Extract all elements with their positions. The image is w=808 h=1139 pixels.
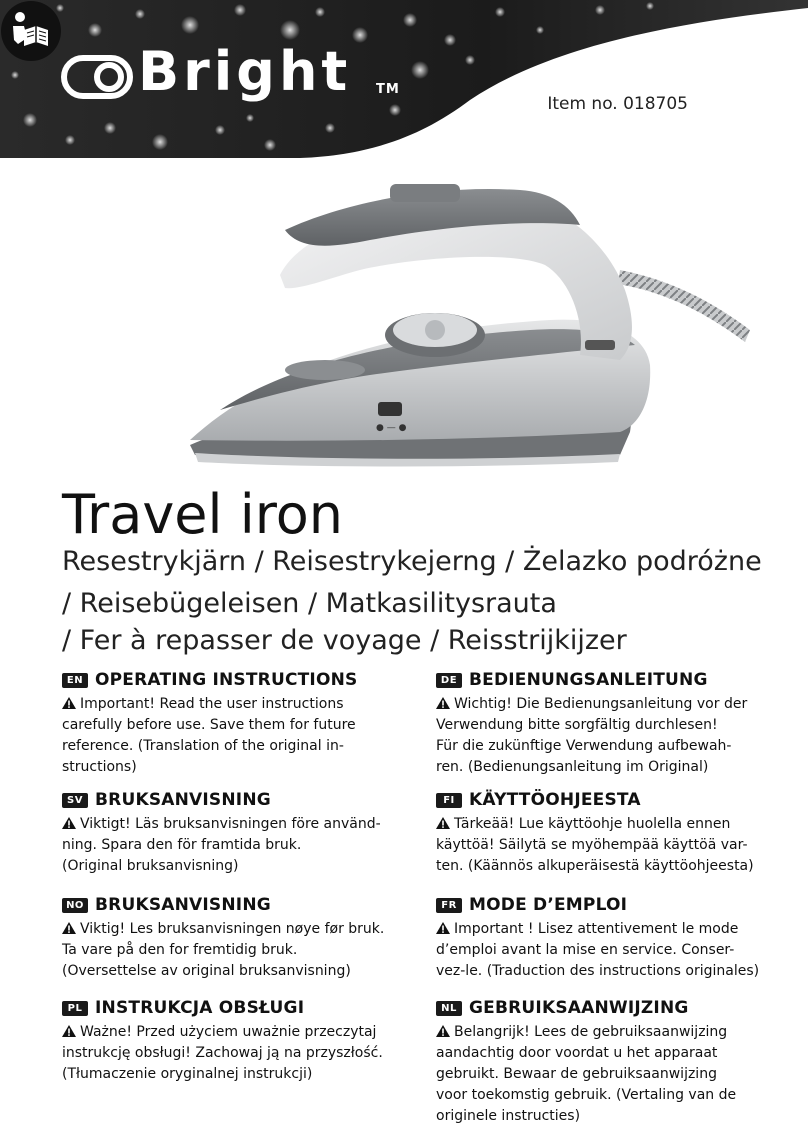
section-title: BRUKSANVISNING [95,790,271,810]
section-title: MODE D’EMPLOI [469,895,628,915]
warning-icon [62,922,76,934]
section-body [436,919,796,982]
body-line: Belangrijk! Lees de gebruiksaanwijzing [436,1022,796,1043]
lang-badge-no: NO [62,898,88,913]
section-body [436,1022,796,1127]
body-line: (Tłumaczenie oryginalnej instrukcji) [62,1066,313,1082]
body-line: Verwendung bitte sorgfältig durchlesen! [436,717,718,733]
body-line: käyttöä! Säilytä se myöhempää käyttöä var- [436,837,748,853]
section-title: GEBRUIKSAANWIJZING [469,998,689,1018]
body-line: Important ! Lisez attentivement le mode [436,919,796,940]
warning-icon [436,922,450,934]
body-line: originele instructies) [436,1108,581,1124]
body-line: Viktigt! Läs bruksanvisningen före använd- [62,814,422,835]
section-fr [436,893,796,982]
body-line: reference. (Translation of the original in- [62,738,344,754]
body-line: Tärkeää! Lue käyttöohje huolella ennen [436,814,796,835]
body-line: (Oversettelse av original bruksanvisning) [62,963,351,979]
body-line: voor toekomstig gebruik. (Vertaling van de [436,1087,737,1103]
section-header [436,893,796,917]
section-title: OPERATING INSTRUCTIONS [95,670,358,690]
page-title: Travel iron [62,483,343,546]
body-line: vez-le. (Traduction des instructions originales) [436,963,760,979]
body-line: ning. Spara den för framtida bruk. [62,837,302,853]
read-manual-icon [0,0,62,62]
body-line: gebruikt. Bewaar de gebruiksaanwijzing [436,1066,717,1082]
lang-badge-sv: SV [62,793,88,808]
section-sv [62,788,422,877]
section-no [62,893,422,982]
subtitle-line-3: / Fer à repasser de voyage / Reisstrijkijzer [62,625,627,656]
warning-icon [436,817,450,829]
brand-name: Bright [138,40,352,103]
body-line: d’emploi avant la mise en service. Conser- [436,942,735,958]
body-line: Ta vare på den for fremtidig bruk. [62,942,298,958]
body-line: instrukcję obsługi! Zachowaj ją na przyszłość. [62,1045,383,1061]
body-line: Ważne! Przed użyciem uważnie przeczytaj [62,1022,422,1043]
section-body [62,1022,422,1085]
section-body [62,814,422,877]
section-body [62,694,422,778]
section-pl [62,996,422,1085]
section-header [62,788,422,812]
sparkle-background [0,0,808,175]
lang-badge-nl: NL [436,1001,462,1016]
section-body [436,814,796,877]
subtitle-line-1: Resestrykjärn / Reisestrykejerng / Żelazko podróżne [62,546,762,577]
warning-icon [62,817,76,829]
body-line: ten. (Käännös alkuperäisestä käyttöohjeesta) [436,858,754,874]
section-title: KÄYTTÖOHJEESTA [469,790,641,810]
header-banner [0,0,808,175]
warning-icon [62,1025,76,1037]
section-header [62,996,422,1020]
lang-badge-pl: PL [62,1001,88,1016]
brand-trademark: TM [376,82,400,97]
steam-switch-label: ● — ● [376,423,407,433]
section-header [436,668,796,692]
section-fi [436,788,796,877]
body-line: ren. (Bedienungsanleitung im Original) [436,759,709,775]
lang-badge-fi: FI [436,793,462,808]
body-line: (Original bruksanvisning) [62,858,239,874]
warning-icon [62,697,76,709]
section-title: BRUKSANVISNING [95,895,271,915]
body-line: Für die zukünftige Verwendung aufbewah- [436,738,732,754]
subtitle-line-2: / Reisebügeleisen / Matkasilitysrauta [62,588,557,619]
lang-badge-de: DE [436,673,462,688]
lang-badge-en: EN [62,673,88,688]
body-line: Viktig! Les bruksanvisningen nøye før bruk. [62,919,422,940]
section-de [436,668,796,778]
section-en [62,668,422,778]
section-title: BEDIENUNGSANLEITUNG [469,670,708,690]
section-title: INSTRUKCJA OBSŁUGI [95,998,305,1018]
section-body [62,919,422,982]
warning-icon [436,697,450,709]
body-line: aandachtig door voordat u het apparaat [436,1045,718,1061]
warning-icon [436,1025,450,1037]
travel-iron-image [150,170,750,470]
body-line: structions) [62,759,137,775]
body-line: Important! Read the user instructions [62,694,422,715]
section-header [436,788,796,812]
section-header [436,996,796,1020]
section-body [436,694,796,778]
item-number: Item no. 018705 [547,94,688,114]
body-line: Wichtig! Die Bedienungsanleitung vor der [436,694,796,715]
section-header [62,668,422,692]
lang-badge-fr: FR [436,898,462,913]
section-header [62,893,422,917]
section-nl [436,996,796,1127]
body-line: carefully before use. Save them for future [62,717,356,733]
